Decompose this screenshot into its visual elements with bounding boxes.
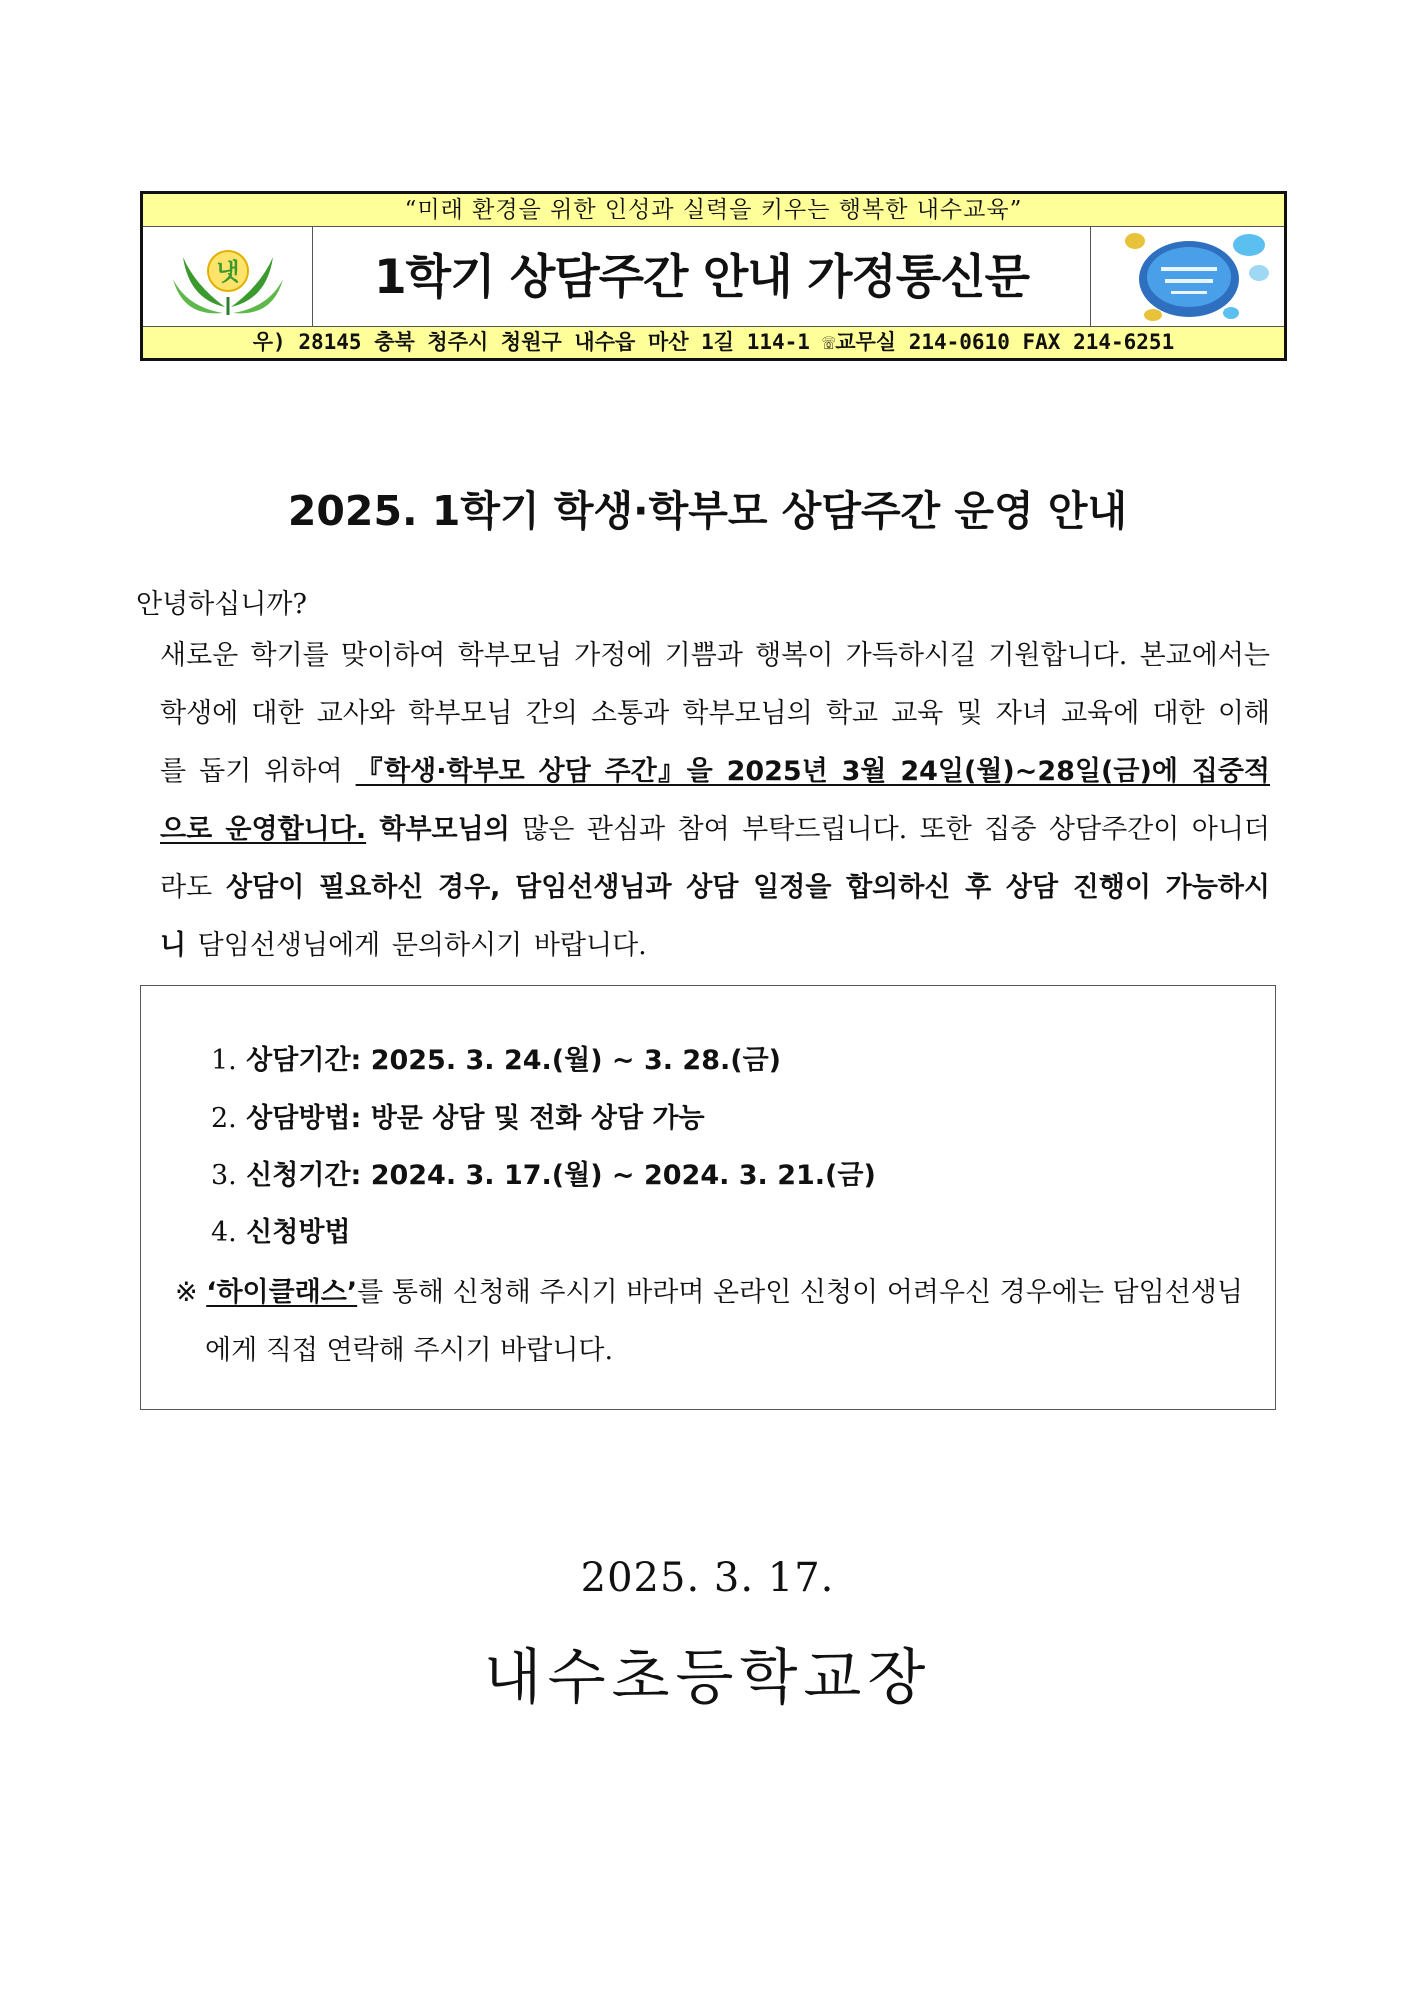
leaf-logo-icon [143, 227, 313, 329]
application-note: ※ ‘하이클래스’를 통해 신청해 주시기 바라며 온라인 신청이 어려우신 경우에는 담임선생님 에게 직접 연락해 주시기 바랍니다. [175, 1277, 1243, 1366]
hiclass-highlight: ‘하이클래스’ [206, 1277, 358, 1308]
body-text: 담임선생님에게 문의하시기 바랍니다. [186, 930, 647, 961]
body-text: 많은 관심과 참여 부탁드립니다. 또한 집중 상담주간이 아니더라도 [160, 814, 1271, 903]
principal-signature: 내수초등학교장 [483, 1643, 932, 1713]
body-text: 새로운 학기를 맞이하여 학부모님 가정에 기쁨과 행복이 가득하시길 기원합니다. 본교에서는 학생에 대한 교사와 학부모님 간의 소통과 학부모님의 학교 교육 및 자녀 교육에 대한 이해를 돕기 위하여 [160, 640, 1270, 787]
info-box [140, 985, 1276, 1410]
info-item: 4. 신청방법 [211, 1217, 351, 1248]
school-logo [143, 227, 313, 329]
header-title-row [143, 227, 1284, 329]
svg-text:냇: 냇 [216, 258, 240, 286]
newsletter-header [140, 191, 1287, 361]
consultation-week-highlight: 『학생·학부모 상담 주간』을 2025년 3월 24일(월)~28일(금)에 집중적으로 운영합니다. [160, 756, 1270, 845]
issue-date: 2025. 3. 17. [580, 1555, 835, 1601]
schedule-note-highlight: 상담이 필요하신 경우, 담임선생님과 상담 일정을 합의하신 후 상담 진행이 가능하시니 [160, 872, 1271, 961]
school-address: 우) 28145 충북 청주시 청원구 내수읍 마산 1길 114-1 ☏교무실 214-0610 FAX 214-6251 [143, 326, 1284, 358]
badge-cell [1091, 227, 1284, 329]
speech-bubble-badge-icon [1091, 227, 1284, 329]
reference-mark: ※ [175, 1277, 198, 1308]
info-item: 3. 신청기간: 2024. 3. 17.(월) ~ 2024. 3. 21.(금) [211, 1160, 876, 1191]
newsletter-title: 1학기 상담주간 안내 가정통신문 [313, 227, 1091, 329]
greeting: 안녕하십니까? [136, 589, 307, 620]
parents-highlight: 학부모님의 [366, 814, 510, 845]
body-paragraph [160, 627, 1270, 975]
info-item: 2. 상담방법: 방문 상담 및 전화 상담 가능 [211, 1103, 705, 1134]
document-title: 2025. 1학기 학생·학부모 상담주간 운영 안내 [287, 487, 1128, 535]
school-motto: “미래 환경을 위한 인성과 실력을 키우는 행복한 내수교육” [143, 194, 1284, 227]
info-item: 1. 상담기간: 2025. 3. 24.(월) ~ 3. 28.(금) [211, 1045, 781, 1076]
